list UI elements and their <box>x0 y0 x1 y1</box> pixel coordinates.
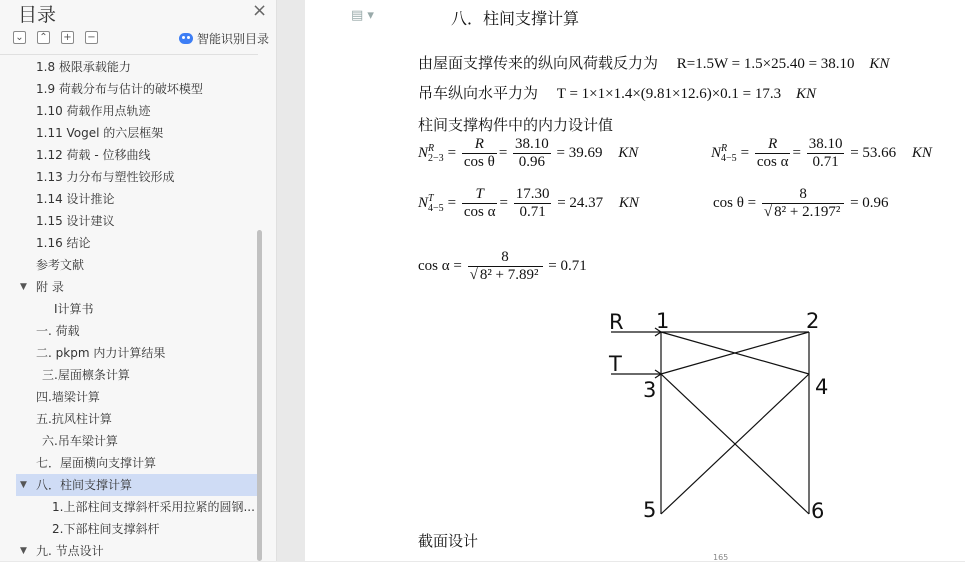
formula: R=1.5W = 1.5×25.40 = 38.10 <box>676 56 855 72</box>
formula-N23: N R 2−3 = $\frac{R}{\text{cos θ}}$ = $\frac{38.10}{0.96}$ = 39.69 KN <box>418 136 639 170</box>
toc-item[interactable]: 参考文献 <box>36 258 85 272</box>
formula-cos-theta <box>713 186 889 221</box>
fraction: $\frac{R}{\text{cos α}}$ <box>756 136 789 170</box>
result: = 24.37 <box>557 194 604 211</box>
label-R: R <box>609 310 624 334</box>
unit: KN <box>795 86 816 102</box>
sup: R <box>428 142 435 154</box>
toc-list <box>0 54 258 562</box>
formula: T = 1×1×1.4×(9.81×12.6)×0.1 = 17.3 <box>556 86 782 102</box>
toc-item[interactable]: 1.15 设计建议 <box>36 214 115 228</box>
sub: 4−5 <box>428 202 444 214</box>
toc-item[interactable]: 1.11 Vogel 的六层框架 <box>36 126 164 140</box>
section-heading: 八．柱间支撑计算 <box>451 9 580 28</box>
page-number: 165 <box>713 553 729 562</box>
remove-heading-icon[interactable]: − <box>85 31 98 44</box>
toc-item[interactable]: 一. 荷载 <box>36 324 80 338</box>
radicand: 8² + 7.89² <box>479 267 539 283</box>
text: 由屋面支撑传来的纵向风荷载反力为 <box>418 54 659 72</box>
add-heading-icon[interactable]: + <box>61 31 74 44</box>
toc-item[interactable]: 三.屋面檩条计算 <box>42 368 130 382</box>
fraction: $\frac{R}{\text{cos θ}}$ <box>463 136 495 170</box>
unit: KN <box>618 194 639 211</box>
unit: KN <box>618 144 639 161</box>
var: N <box>711 144 722 161</box>
toc-item[interactable]: 1.上部柱间支撑斜杆采用拉紧的圆钢... <box>52 500 255 514</box>
node-5: 5 <box>643 498 657 522</box>
chevron-down-icon[interactable]: ▼ <box>20 546 27 556</box>
fraction: $\frac{17.30}{0.71}$ <box>515 186 550 220</box>
lhs: cos α = <box>418 257 462 274</box>
formula-N45T: N T 4−5 = $\frac{T}{\text{cos α}}$ = $\frac{17.30}{0.71}$ = 24.37 KN <box>418 186 639 220</box>
toc-item-appendix[interactable] <box>16 276 258 298</box>
sub: 4−5 <box>721 152 737 164</box>
toc-item[interactable]: 四.墙梁计算 <box>36 390 100 404</box>
toc-item[interactable]: 2.下部柱间支撑斜杆 <box>52 522 160 536</box>
design-values-line: 柱间支撑构件中的内力设计值 <box>418 116 614 134</box>
var: N <box>418 144 429 161</box>
expand-all-icon[interactable]: ⌄ <box>13 31 26 44</box>
toc-item-selected[interactable] <box>16 474 258 496</box>
text: 吊车纵向水平力为 <box>418 84 539 102</box>
chevron-down-icon[interactable]: ▼ <box>20 282 27 292</box>
fraction: $\frac{8}{\text{√ 8² + 7.89²}}$ <box>468 249 543 284</box>
label-T: T <box>609 352 622 376</box>
toc-item[interactable]: 1.9 荷载分布与估计的破坏模型 <box>36 82 203 96</box>
smart-toc-label: 智能识别目录 <box>197 32 270 46</box>
node-4: 4 <box>815 375 829 399</box>
toc-item[interactable]: 1.8 极限承载能力 <box>36 60 131 74</box>
wind-load-line <box>418 52 889 73</box>
sup: R <box>721 142 728 154</box>
fraction: $\frac{T}{\text{cos α}}$ <box>463 186 496 220</box>
fraction: $\frac{8}{\text{√ 8² + 2.197²}}$ <box>762 186 844 221</box>
fraction: $\frac{38.10}{0.71}$ <box>808 136 843 170</box>
sup: T <box>428 192 434 204</box>
formula-N45R: N R 4−5 = $\frac{R}{\text{cos α}}$ = $\frac{38.10}{0.71}$ = 53.66 KN <box>711 136 932 170</box>
toc-item[interactable]: 五.抗风柱计算 <box>36 412 112 426</box>
bracing-diagram <box>605 302 845 524</box>
toc-item[interactable]: 六.吊车梁计算 <box>42 434 118 448</box>
result: = 0.96 <box>850 194 889 211</box>
crane-force-line <box>418 82 816 103</box>
toc-item[interactable]: 1.16 结论 <box>36 236 91 250</box>
node-1: 1 <box>656 309 670 333</box>
fraction: $\frac{38.10}{0.96}$ <box>515 136 549 170</box>
result: = 39.69 <box>556 144 603 161</box>
collapse-all-icon[interactable]: ⌃ <box>37 31 50 44</box>
toc-item[interactable]: 七．屋面横向支撑计算 <box>36 456 157 470</box>
unit: KN <box>869 56 890 72</box>
formula-cos-alpha <box>418 249 587 284</box>
unit: KN <box>911 144 932 161</box>
toc-item[interactable]: 二. pkpm 内力计算结果 <box>36 346 166 360</box>
lhs: cos θ = <box>713 194 757 211</box>
ai-robot-icon <box>179 33 193 44</box>
result: = 53.66 <box>850 144 897 161</box>
toc-title: 目录 <box>18 4 57 26</box>
toc-item[interactable]: 1.10 荷载作用点轨迹 <box>36 104 151 118</box>
var: N <box>418 194 429 211</box>
document-menu-icon[interactable]: ▤ ▾ <box>351 8 374 23</box>
sub: 2−3 <box>428 152 444 164</box>
smart-toc-button[interactable] <box>179 30 269 47</box>
toc-item-nodes[interactable] <box>16 540 258 562</box>
node-3: 3 <box>643 378 657 402</box>
result: = 0.71 <box>548 257 587 274</box>
toc-scrollbar[interactable] <box>257 230 262 561</box>
document-page <box>305 0 965 561</box>
close-icon[interactable]: × <box>252 0 268 21</box>
toc-item[interactable]: 1.12 荷载 - 位移曲线 <box>36 148 151 162</box>
node-2: 2 <box>806 309 820 333</box>
toc-item[interactable]: 1.13 力分布与塑性铰形成 <box>36 170 175 184</box>
chevron-down-icon[interactable]: ▼ <box>20 480 27 490</box>
node-6: 6 <box>811 499 825 523</box>
toc-item-label: 附 录 <box>36 280 64 294</box>
section-design-heading: 截面设计 <box>418 532 479 550</box>
toc-item[interactable]: Ⅰ计算书 <box>54 302 94 316</box>
toc-item-label: 九. 节点设计 <box>36 544 104 558</box>
toc-item[interactable]: 1.14 设计推论 <box>36 192 115 206</box>
toc-item-label: 八．柱间支撑计算 <box>36 478 133 492</box>
radicand: 8² + 2.197² <box>774 204 841 220</box>
toc-sidebar <box>0 0 277 561</box>
